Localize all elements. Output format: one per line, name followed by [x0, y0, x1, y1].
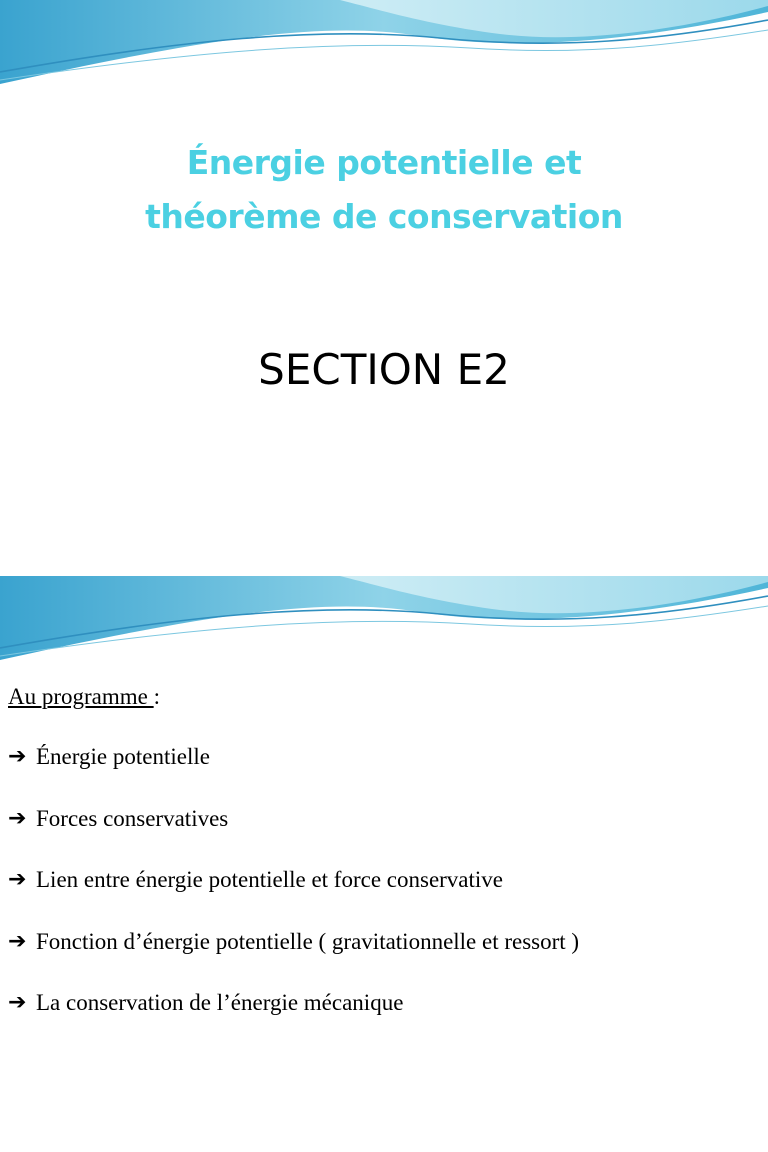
wave-banner	[0, 0, 768, 100]
right-arrow-icon: ➔	[8, 744, 27, 769]
agenda-item-label: La conservation de l’énergie mécanique	[36, 990, 404, 1015]
agenda-item	[8, 802, 579, 864]
agenda-item-label: Énergie potentielle	[36, 744, 210, 769]
right-arrow-icon: ➔	[8, 990, 27, 1015]
right-arrow-icon: ➔	[8, 867, 27, 892]
section-label: SECTION E2	[258, 345, 510, 394]
wave-banner	[0, 576, 768, 676]
agenda-item-label: Lien entre énergie potentielle et force conservative	[36, 867, 504, 892]
title-line-1: Énergie potentielle et	[186, 143, 582, 182]
agenda-item	[8, 986, 579, 1048]
slide-title	[0, 136, 768, 244]
agenda-item-label: Forces conservatives	[36, 805, 229, 831]
right-arrow-icon: ➔	[8, 928, 27, 954]
agenda-heading-colon: :	[153, 684, 161, 709]
agenda-list	[8, 740, 579, 1048]
agenda-item	[8, 740, 579, 802]
agenda-heading	[8, 680, 160, 714]
agenda-item	[8, 863, 579, 925]
agenda-item	[8, 925, 579, 987]
agenda-heading-text: Au programme	[8, 684, 154, 709]
agenda-slide	[0, 576, 768, 1152]
right-arrow-icon: ➔	[8, 805, 27, 831]
agenda-item-label: Fonction d’énergie potentielle ( gravitationnelle et ressort )	[36, 928, 580, 954]
title-line-2: théorème de conservation	[145, 197, 623, 236]
